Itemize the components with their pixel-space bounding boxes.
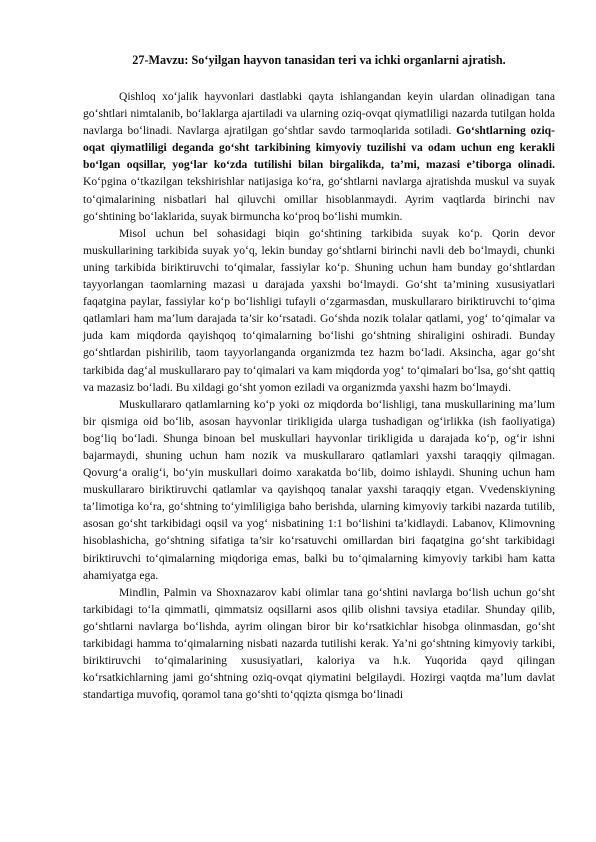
paragraph-1-bold-definition: Go‘shtlarning oziq-oqat qiymatliligi deganda go‘sht tarkibining kimyoviy tuzilishi va odam uchun eng kerakli bo‘lgan oqsillar, yog‘lar ko‘zda tutilishi bilan birgalikda, ta’mi, mazasi e’tiborga olinadi. (83, 124, 555, 172)
paragraph-1-continuation: Ko‘pgina o‘tkazilgan tekshirishlar natijasiga ko‘ra, go‘shtlarni navlarga ajratishda muskul va suyak to‘qimalarining nisbatlari hal qiluvchi omillar hisoblanmaydi. Ayrim vaqtlarda birinchi nav go‘shtining bo‘laklarida, suyak birmuncha ko‘proq bo‘lishi mumkin. (83, 175, 555, 223)
paragraph-3: Muskullararo qatlamlarning ko‘p yoki oz miqdorda bo‘lishligi, tana muskullarining ma’lum bir qismiga oid bo‘lib, asosan hayvonlar tirikligida ularga tushadigan og‘irlikka (ish faoliyatiga) bog‘liq bo‘ladi. Shunga binoan bel muskullari hayvonlar tirikligida u darajada ko‘p, og‘ir ishni bajarmaydi, shuning uchun ham nozik va muskullararo qatlamlari yaxshi taraqqiy qilmagan. Qovurg‘a oralig‘i, bo‘yin muskullari doimo xarakatda bo‘lib, doimo ishlaydi. Shuning uchun ham muskullararo biriktiruvchi qatlamlar va qayishqoq tanalar yaxshi taraqqiy etgan. Vvedenskiyning ta’limotiga ko‘ra, go‘shtning to‘yimliligiga baho berishda, ularning kimyoviy tarkibi nazarda tutilib, asosan go‘sht tarkibidagi oqsil va yog‘ nisbatining 1:1 bo‘lishini ta’kidlaydi. Labanov, Klimovning hisoblashicha, go‘shtning sifatiga ta’sir ko‘rsatuvchi omillardan biri faqatgina go‘sht tarkibidagi biriktiruvchi to‘qimalarning miqdoriga emas, balki bu to‘qimalarning kimyoviy tarkibi ham katta ahamiyatga ega. (83, 397, 555, 582)
document-page (83, 52, 555, 703)
paragraph-1-intro: Qishloq xo‘jalik hayvonlari dastlabki qayta ishlangandan keyin ulardan olinadigan tana go‘shtlari nimtalanib, bo‘laklarga ajartiladi va ularning oziq-ovqat qiymatliligi nazarda tutilgan holda navlarga bo‘linadi. Navlarga ajratilgan go‘shtlar savdo tarmoqlarida sotiladi. (83, 90, 555, 138)
document-title: 27-Mavzu: So‘yilgan hayvon tanasidan teri va ichki organlarni ajratish. (132, 53, 506, 67)
paragraph-2: Misol uchun bel sohasidagi biqin go‘shtining tarkibida suyak ko‘p. Qorin devor muskullarining tarkibida suyak yo‘q, lekin bunday go‘shtlarni birinchi navli deb bo‘lmaydi, chunki uning tarkibida biriktiruvchi to‘qimalar, fassiylar ko‘p. Shuning uchun ham bunday go‘shtlardan tayyorlangan taomlarning mazasi u darajada yaxshi bo‘lmaydi. Go‘sht ta’mining xususiyatlari faqatgina paylar, fassiylar ko‘p bo‘lishligi tufayli o‘zgarmasdan, muskullararo biriktiruvchi to‘qima qatlamlari ham ma’lum darajada ta’sir ko‘rsatadi. Go‘shda nozik tolalar qatlami, yog‘ to‘qimalar va juda kam miqdorda qayishqoq to‘qimalarning bo‘lishi go‘shtning shiraligini oshiradi. Bunday go‘shtlardan pishirilib, taom tayyorlanganda organizmda tez hazm bo‘ladi. Aksincha, agar go‘sht tarkibida dag‘al muskullararo pay to‘qimalari va kam miqdorda yog‘ to‘qimalari bo‘lsa, go‘sht qattiq va mazasiz bo‘ladi. Bu xildagi go‘sht yomon eziladi va organizmda yaxshi hazm bo‘lmaydi. (83, 226, 555, 394)
paragraph-4: Mindlin, Palmin va Shoxnazarov kabi olimlar tana go‘shtini navlarga bo‘lish uchun go‘sht tarkibidagi to‘la qimmatli, qimmatsiz oqsillarni asos qilib olishni tavsiya etadilar. Shunday qilib, go‘shtlarni navlarga bo‘lishda, ayrim olingan biror bir ko‘rsatkichlar hisobga olinmasdan, go‘sht tarkibidagi hamma to‘qimalarning nisbati nazarda tutilishi kerak. Ya’ni go‘shtning kimyoviy tarkibi, biriktiruvchi to‘qimalarining xususiyatlari, kaloriya va h.k. Yuqorida qayd qilingan ko‘rsatkichlarning jami go‘shtning oziq-ovqat qiymatini belgilaydi. Hozirgi vaqtda ma’lum davlat standartiga muvofiq, qoramol tana go‘shti to‘qqizta qismga bo‘linadi (83, 585, 555, 702)
paragraph-1 (83, 88, 555, 225)
